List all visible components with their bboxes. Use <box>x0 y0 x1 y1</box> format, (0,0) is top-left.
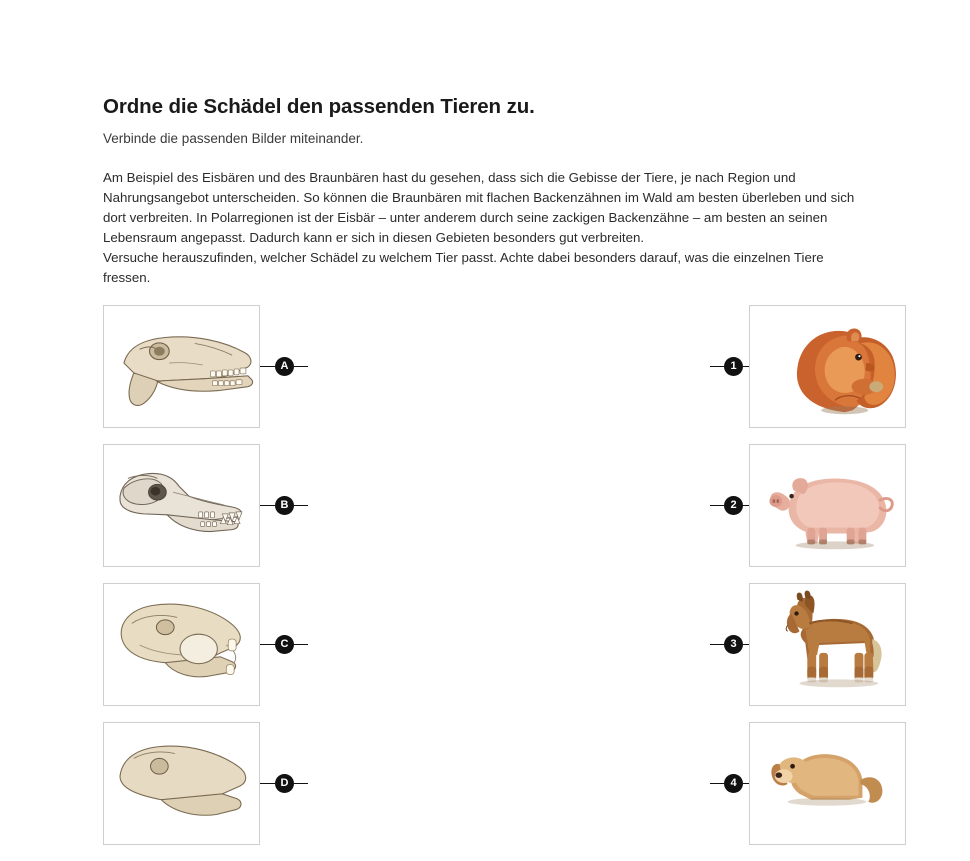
animal-card-1[interactable] <box>749 305 906 428</box>
connector-line-right <box>294 366 308 367</box>
connector-line-right <box>294 783 308 784</box>
connector-line-right <box>294 505 308 506</box>
animal-card-2[interactable] <box>749 444 906 567</box>
horse-illustration <box>750 584 905 705</box>
intro-paragraph-2: Versuche herauszufinden, welcher Schädel zu welchem Tier passt. Achte dabei besonders darauf, was die einzelnen Tiere fressen. <box>103 250 824 285</box>
connector-line-left <box>710 505 724 506</box>
skull-card-d[interactable] <box>103 722 260 845</box>
skull-dog-illustration <box>104 445 259 566</box>
connector-line-right <box>294 644 308 645</box>
connector-line-left <box>260 505 275 506</box>
page-title: Ordne die Schädel den passenden Tieren zu. <box>103 95 535 118</box>
intro-paragraph-1: Am Beispiel des Eisbären und des Braunbären hast du gesehen, dass sich die Gebisse der Tiere, je nach Region und Nahrungsangebot unterscheiden. So können die Braunbären mit flachen Backenzähnen im Wald am besten überleben und sich dort verbreiten. In Polarregionen ist der Eisbär – unter anderem durch seine zackigen Backenzähne – am besten an seinen Lebensraum angepasst. Dadurch kann er sich in diesen Gebieten besonders gut verbreiten. <box>103 170 855 245</box>
marker-1[interactable]: 1 <box>724 357 743 376</box>
pig-illustration <box>750 445 905 566</box>
marker-d[interactable]: D <box>275 774 294 793</box>
marker-2[interactable]: 2 <box>724 496 743 515</box>
dog-illustration <box>750 723 905 844</box>
connector-line-left <box>260 783 275 784</box>
marker-b[interactable]: B <box>275 496 294 515</box>
animal-card-3[interactable] <box>749 583 906 706</box>
intro-text <box>103 168 868 288</box>
animal-card-4[interactable] <box>749 722 906 845</box>
marker-3[interactable]: 3 <box>724 635 743 654</box>
connector-line-left <box>710 644 724 645</box>
skull-card-c[interactable] <box>103 583 260 706</box>
skull-card-a[interactable] <box>103 305 260 428</box>
skull-squirrel-illustration <box>104 584 259 705</box>
skull-card-b[interactable] <box>103 444 260 567</box>
marker-4[interactable]: 4 <box>724 774 743 793</box>
marker-c[interactable]: C <box>275 635 294 654</box>
connector-line-left <box>260 644 275 645</box>
squirrel-illustration <box>750 306 905 427</box>
skull-pig-illustration <box>104 723 259 844</box>
connector-line-left <box>710 366 724 367</box>
skull-horse-illustration <box>104 306 259 427</box>
connector-line-left <box>260 366 275 367</box>
page-subtitle: Verbinde die passenden Bilder miteinander. <box>103 131 364 146</box>
marker-a[interactable]: A <box>275 357 294 376</box>
connector-line-left <box>710 783 724 784</box>
